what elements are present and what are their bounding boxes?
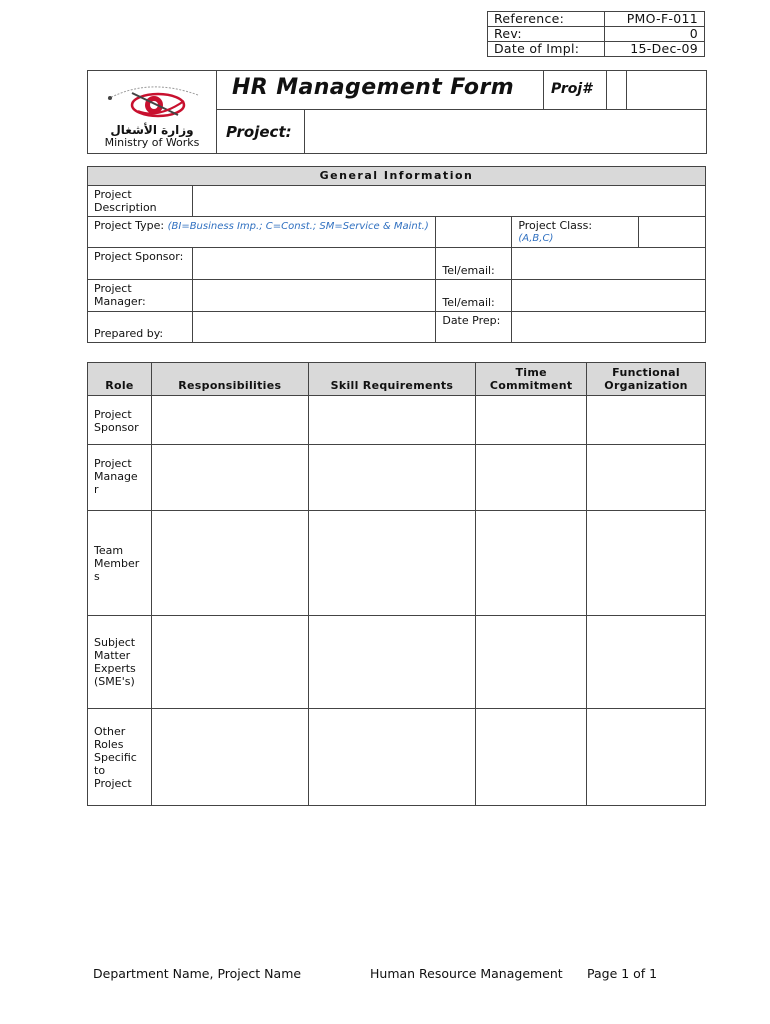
- functional-organization-cell[interactable]: [587, 445, 706, 511]
- footer-page-number: Page 1 of 1: [587, 966, 658, 981]
- table-row: [88, 445, 706, 511]
- form-header: [87, 70, 707, 154]
- table-row: [88, 396, 706, 445]
- col-header-role: Role: [88, 363, 152, 396]
- project-field[interactable]: [304, 109, 706, 153]
- proj-no-field[interactable]: [605, 71, 706, 110]
- col-header-responsibilities: Responsibilities: [151, 363, 308, 396]
- sponsor-tel-email-field[interactable]: [512, 248, 706, 280]
- responsibilities-cell[interactable]: [151, 445, 308, 511]
- col-header-skill-requirements: Skill Requirements: [308, 363, 476, 396]
- project-manager-label: Project Manager:: [88, 280, 193, 312]
- rev-label: Rev:: [488, 27, 605, 42]
- proj-no-label-cell: [543, 71, 607, 110]
- col-header-time-commitment: Time Commitment: [476, 363, 587, 396]
- time-commitment-cell[interactable]: [476, 709, 587, 806]
- project-description-label: Project Description: [88, 186, 193, 217]
- time-commitment-cell[interactable]: [476, 616, 587, 709]
- time-commitment-cell[interactable]: [476, 396, 587, 445]
- responsibilities-cell[interactable]: [151, 616, 308, 709]
- table-row: [88, 511, 706, 616]
- project-class-field[interactable]: [639, 217, 706, 248]
- rev-value: 0: [604, 27, 704, 42]
- role-cell: Project Sponsor: [88, 396, 152, 445]
- responsibilities-cell[interactable]: [151, 511, 308, 616]
- functional-organization-cell[interactable]: [587, 511, 706, 616]
- skill-requirements-cell[interactable]: [308, 445, 476, 511]
- logo-text: Ministry of Works: [104, 136, 200, 149]
- project-class-label: Project Class:: [518, 219, 593, 232]
- responsibilities-cell[interactable]: [151, 396, 308, 445]
- prepared-by-label: Prepared by:: [88, 312, 193, 343]
- project-type-hint: (BI=Business Imp.; C=Const.; SM=Service & Maint.): [167, 221, 429, 232]
- role-cell: Team Member s: [88, 511, 152, 616]
- general-info-table: [87, 166, 706, 343]
- project-type-label: Project Type:: [94, 219, 165, 232]
- date-impl-label: Date of Impl:: [488, 42, 605, 57]
- project-manager-field[interactable]: [192, 280, 435, 312]
- skill-requirements-cell[interactable]: [308, 396, 476, 445]
- date-prep-label: Date Prep:: [436, 312, 512, 343]
- project-class-hint: (A,B,C): [518, 233, 554, 244]
- table-row: [88, 709, 706, 806]
- project-type-label-cell: [88, 217, 436, 248]
- prepared-by-field[interactable]: [192, 312, 435, 343]
- logo-arabic-text: وزارة الأشغال: [110, 123, 194, 137]
- functional-organization-cell[interactable]: [587, 709, 706, 806]
- project-label: Project:: [226, 123, 292, 141]
- table-row: [88, 616, 706, 709]
- skill-requirements-cell[interactable]: [308, 511, 476, 616]
- date-prep-field[interactable]: [512, 312, 706, 343]
- general-info-heading: General Information: [88, 167, 706, 186]
- reference-value: PMO-F-011: [604, 12, 704, 27]
- functional-organization-cell[interactable]: [587, 396, 706, 445]
- project-description-field[interactable]: [192, 186, 705, 217]
- sponsor-tel-email-label: Tel/email:: [436, 248, 512, 280]
- project-type-field[interactable]: [436, 217, 512, 248]
- skill-requirements-cell[interactable]: [308, 709, 476, 806]
- project-label-cell: [216, 109, 305, 153]
- footer-document-name: Human Resource Management: [370, 966, 563, 981]
- form-title: HR Management Form: [232, 75, 515, 100]
- skill-requirements-cell[interactable]: [308, 616, 476, 709]
- date-impl-value: 15-Dec-09: [604, 42, 704, 57]
- reference-label: Reference:: [488, 12, 605, 27]
- time-commitment-cell[interactable]: [476, 511, 587, 616]
- project-sponsor-field[interactable]: [192, 248, 435, 280]
- manager-tel-email-field[interactable]: [512, 280, 706, 312]
- manager-tel-email-label: Tel/email:: [436, 280, 512, 312]
- time-commitment-cell[interactable]: [476, 445, 587, 511]
- proj-no-label: Proj#: [551, 81, 592, 97]
- reference-box: [487, 11, 705, 57]
- responsibilities-cell[interactable]: [151, 709, 308, 806]
- role-cell: Project Manage r: [88, 445, 152, 511]
- project-sponsor-label: Project Sponsor:: [88, 248, 193, 280]
- col-header-functional-organization: Functional Organization: [587, 363, 706, 396]
- role-cell: Subject Matter Experts (SME's): [88, 616, 152, 709]
- footer-department: Department Name, Project Name: [93, 966, 302, 981]
- logo-cell: [88, 71, 217, 153]
- functional-organization-cell[interactable]: [587, 616, 706, 709]
- roles-table: [87, 362, 706, 806]
- project-class-label-cell: [512, 217, 639, 248]
- role-cell: Other Roles Specific to Project: [88, 709, 152, 806]
